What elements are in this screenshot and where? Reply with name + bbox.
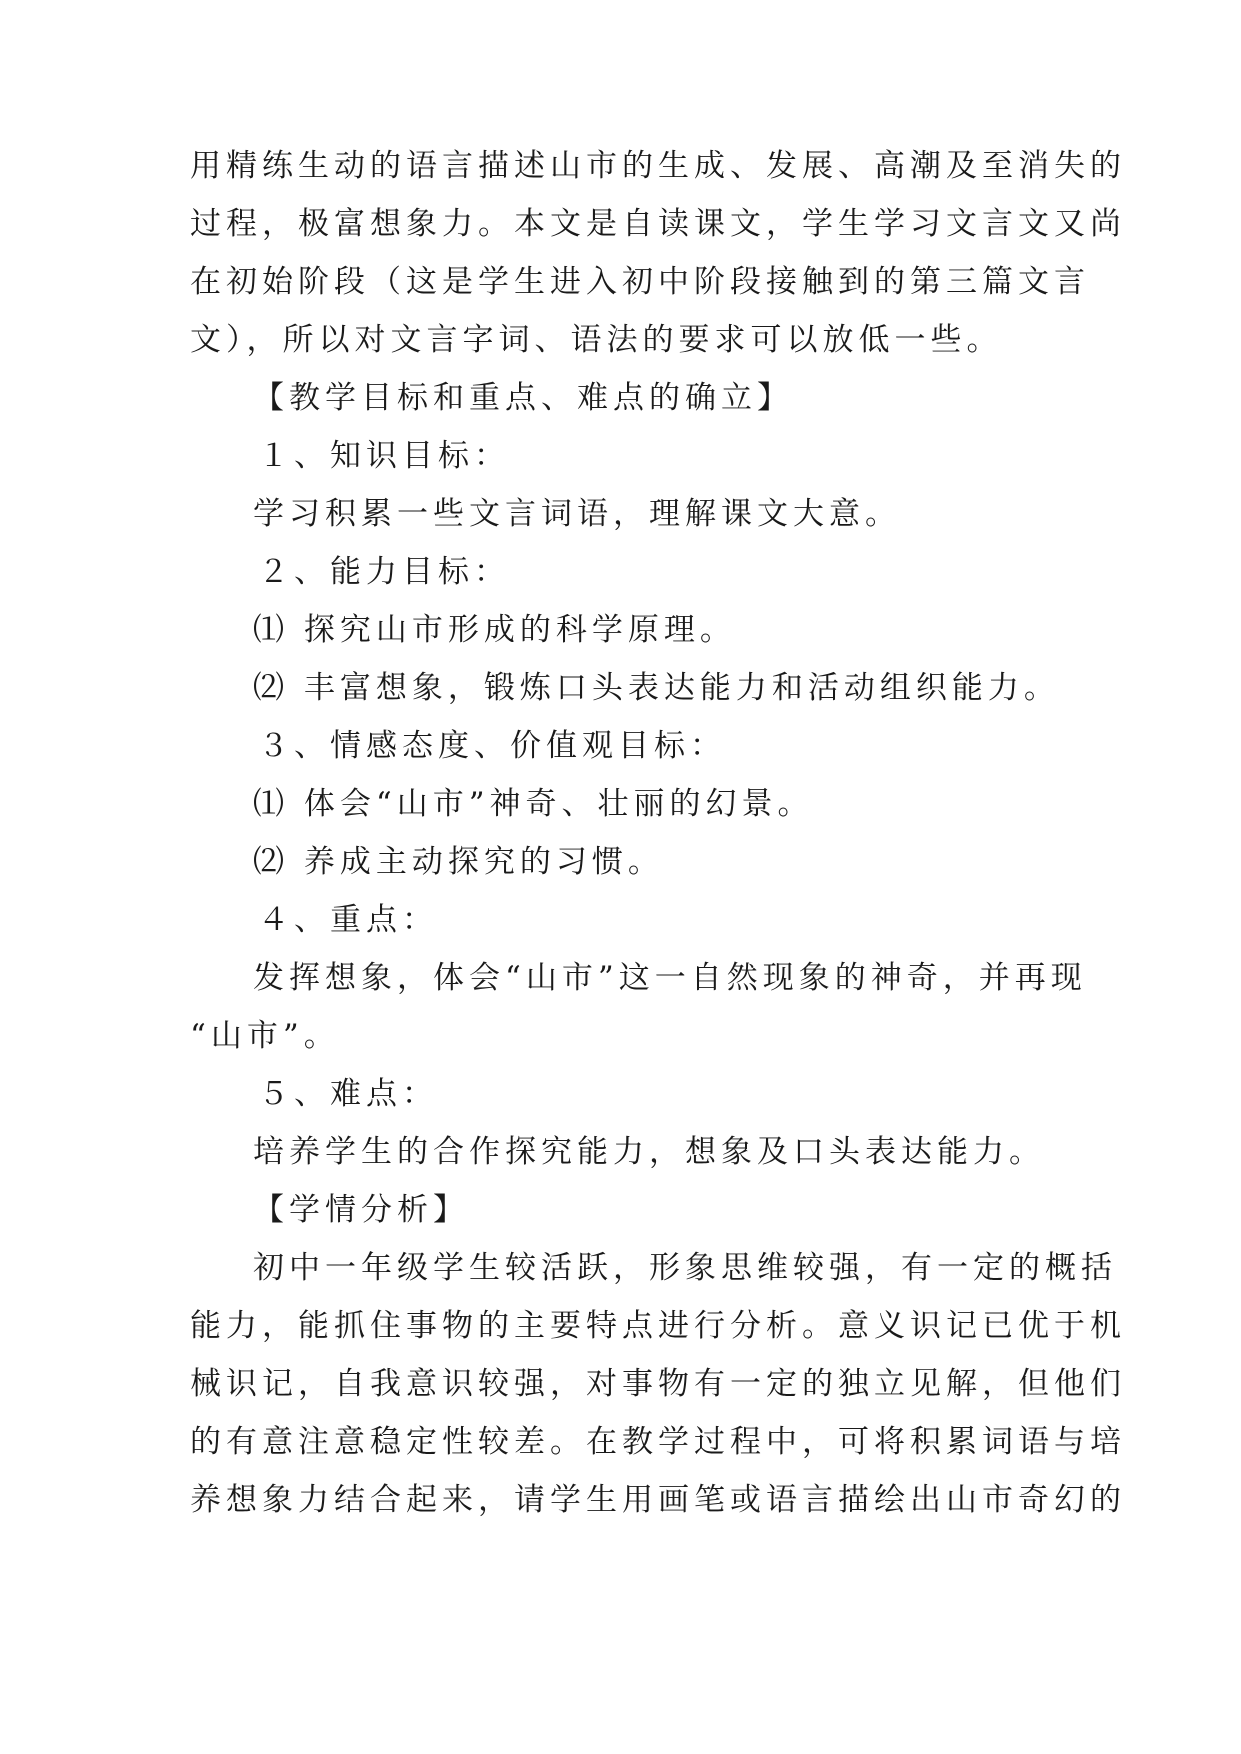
paragraph-line: 文），所以对文言字词、语法的要求可以放低一些。 [190,322,1003,358]
section-heading: 【教学目标和重点、难点的确立】 [253,380,793,416]
subsection-heading: １、知识目标： [258,438,510,474]
paragraph-line: 在初始阶段（这是学生进入初中阶段接触到的第三篇文言 [190,264,1090,300]
subsection-heading: ２、能力目标： [258,554,510,590]
paragraph-line: 初中一年级学生较活跃，形象思维较强，有一定的概括 [253,1250,1117,1286]
paragraph-line: 养想象力结合起来，请学生用画笔或语言描绘出山市奇幻的 [190,1482,1126,1518]
subsection-heading: ３、情感态度、价值观目标： [258,728,726,764]
paragraph-line: 械识记，自我意识较强，对事物有一定的独立见解，但他们 [190,1366,1126,1402]
section-heading: 【学情分析】 [253,1192,469,1228]
paragraph-line: 的有意注意稳定性较差。在教学过程中，可将积累词语与培 [190,1424,1126,1460]
list-item: ⑵ 养成主动探究的习惯。 [253,844,664,880]
paragraph-line: 能力，能抓住事物的主要特点进行分析。意义识记已优于机 [190,1308,1126,1344]
paragraph-line: 学习积累一些文言词语，理解课文大意。 [253,496,901,532]
paragraph-line: 发挥想象，体会“山市”这一自然现象的神奇，并再现 [253,960,1087,996]
list-item: ⑴ 探究山市形成的科学原理。 [253,612,736,648]
subsection-heading: ５、难点： [258,1076,438,1112]
paragraph-line: 培养学生的合作探究能力，想象及口头表达能力。 [253,1134,1045,1170]
paragraph-line: 过程，极富想象力。本文是自读课文，学生学习文言文又尚 [190,206,1126,242]
list-item: ⑴ 体会“山市”神奇、壮丽的幻景。 [253,786,814,822]
paragraph-line: 用精练生动的语言描述山市的生成、发展、高潮及至消失的 [190,148,1126,184]
paragraph-line: “山市”。 [190,1018,340,1054]
subsection-heading: ４、重点： [258,902,438,938]
list-item: ⑵ 丰富想象，锻炼口头表达能力和活动组织能力。 [253,670,1060,706]
